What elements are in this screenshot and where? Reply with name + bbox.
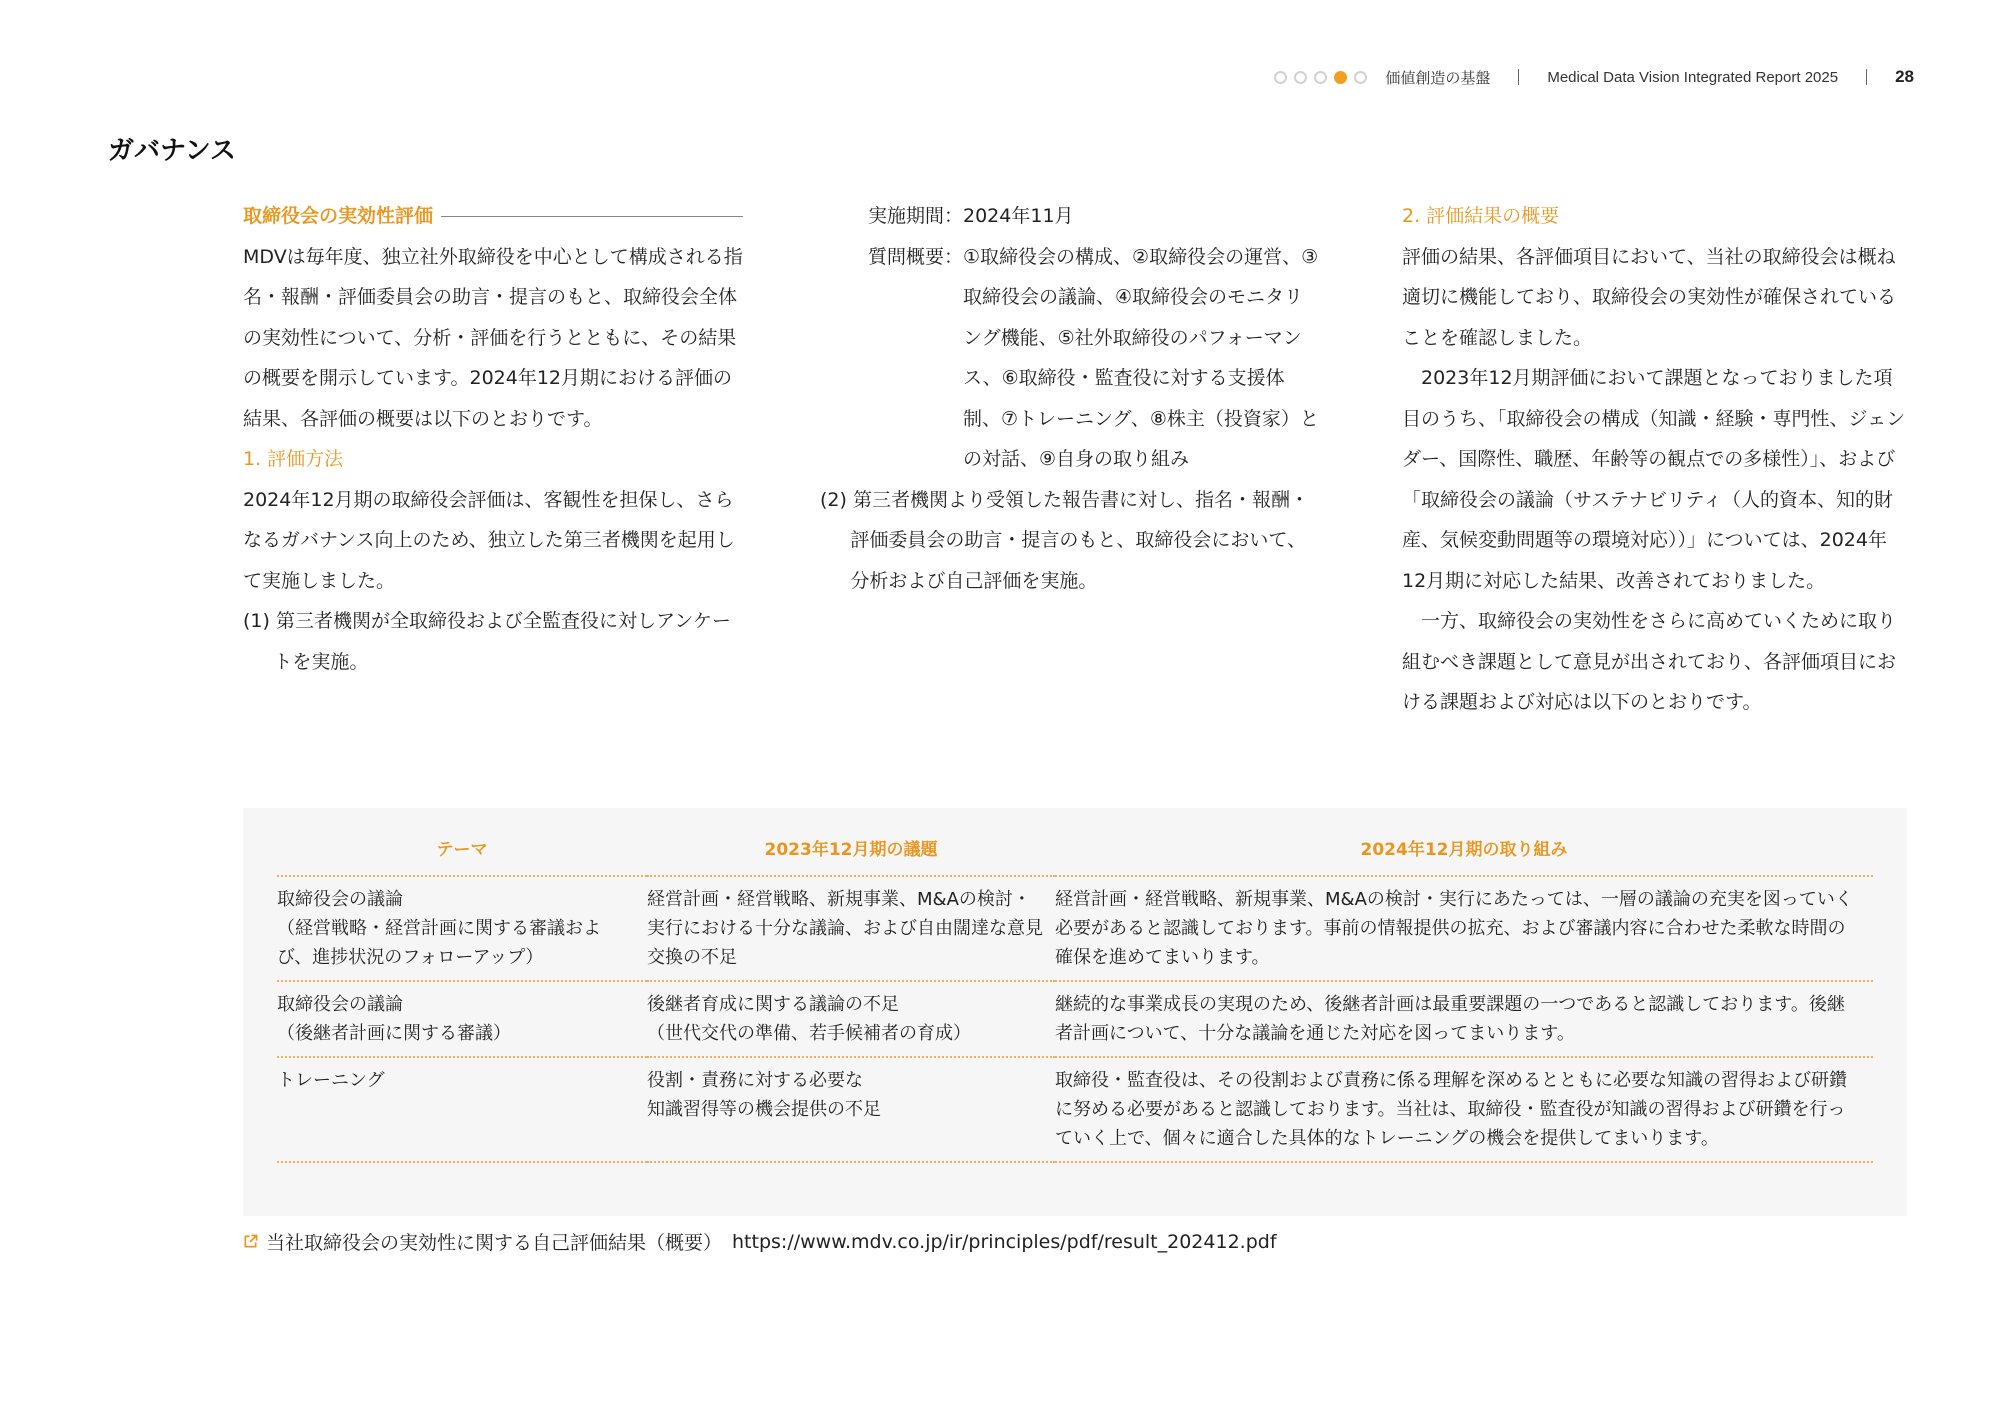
results-paragraph-3: 一方、取締役会の実効性をさらに高めていくために取り組むべき課題として意見が出されており、各評価項目における課題および対応は以下のとおりです。 xyxy=(1402,610,1897,713)
report-title: Medical Data Vision Integrated Report 2025 xyxy=(1547,68,1839,86)
method-item-1: (1) 第三者機関が全取締役および全監査役に対しアンケートを実施。 xyxy=(243,610,731,673)
column-header-2024-action: 2024年12月期の取り組み xyxy=(1055,832,1873,876)
questions-value: ①取締役会の構成、②取締役会の運営、③取締役会の議論、④取締役会のモニタリング機能、⑤社外取締役のパフォーマンス、⑥取締役・監査役に対する支援体制、⑦トレーニング、⑧株主（投資家）との対話、⑨自身の取り組み xyxy=(963,245,1319,470)
results-paragraph-1: 評価の結果、各評価項目において、当社の取締役会は概ね適切に機能しており、取締役会の実効性が確保されていることを確認しました。 xyxy=(1402,245,1897,349)
page-number: 28 xyxy=(1895,67,1914,86)
column-header-2023-issue: 2023年12月期の議題 xyxy=(647,832,1055,876)
issues-table-panel xyxy=(243,808,1907,1216)
cell-theme: 取締役会の議論 （後継者計画に関する審議） xyxy=(277,981,647,1057)
link-url[interactable]: https://www.mdv.co.jp/ir/principles/pdf/result_202412.pdf xyxy=(732,1230,1277,1253)
table-row xyxy=(277,1057,1873,1162)
intro-paragraph: MDVは毎年度、独立社外取締役を中心として構成される指名・報酬・評価委員会の助言・提言のもと、取締役会全体の実効性について、分析・評価を行うとともに、その結果の概要を開示しています。2024年12月期における評価の結果、各評価の概要は以下のとおりです。 xyxy=(243,245,743,430)
column-2 xyxy=(820,196,1320,601)
method-paragraph: 2024年12月期の取締役会評価は、客観性を担保し、さらなるガバナンス向上のため、独立した第三者機関を起用して実施しました。 xyxy=(243,488,735,592)
cell-action: 継続的な事業成長の実現のため、後継者計画は最重要課題の一つであると認識しております。後継者計画について、十分な議論を通じた対応を図ってまいります。 xyxy=(1055,981,1873,1057)
column-3 xyxy=(1402,196,1907,723)
results-paragraph-2: 2023年12月期評価において課題となっておりました項目のうち、「取締役会の構成（知識・経験・専門性、ジェンダー、国際性、職歴、年齢等の観点での多様性）」、および「取締役会の議論（サステナビリティ（人的資本、知的財産、気候変動問題等の環境対応））」については、2024年12月期に対応した結果、改善されておりました。 xyxy=(1402,367,1906,592)
section-heading: 取締役会の実効性評価 xyxy=(243,196,743,237)
link-label[interactable]: 当社取締役会の実効性に関する自己評価結果（概要） xyxy=(266,1232,723,1254)
self-evaluation-link[interactable] xyxy=(243,1228,1277,1255)
heading-rule xyxy=(441,216,743,217)
period-label: 実施期間： xyxy=(867,205,963,227)
column-1 xyxy=(243,196,743,682)
method-item-2: (2) 第三者機関より受領した報告書に対し、指名・報酬・評価委員会の助言・提言のもと、取締役会において、分析および自己評価を実施。 xyxy=(820,488,1309,592)
cell-issue: 後継者育成に関する議論の不足 （世代交代の準備、若手候補者の育成） xyxy=(647,981,1055,1057)
progress-dot-active xyxy=(1334,71,1347,84)
external-link-icon xyxy=(243,1234,258,1249)
section-name: 価値創造の基盤 xyxy=(1385,68,1491,87)
subheading-results: 2. 評価結果の概要 xyxy=(1402,205,1560,227)
section-progress-dots xyxy=(1274,71,1367,84)
period-row xyxy=(820,196,1320,237)
column-header-theme: テーマ xyxy=(277,832,647,876)
cell-issue: 役割・責務に対する必要な 知識習得等の機会提供の不足 xyxy=(647,1057,1055,1162)
header-divider xyxy=(1866,69,1867,85)
cell-action: 経営計画・経営戦略、新規事業、M&Aの検討・実行にあたっては、一層の議論の充実を図っていく必要があると認識しております。事前の情報提供の拡充、および審議内容に合わせた柔軟な時間の確保を進めてまいります。 xyxy=(1055,876,1873,981)
progress-dot xyxy=(1274,71,1287,84)
issues-table xyxy=(277,832,1873,1163)
page-header xyxy=(1274,64,1914,90)
progress-dot xyxy=(1354,71,1367,84)
questions-label: 質問概要： xyxy=(867,245,963,268)
table-row xyxy=(277,876,1873,981)
cell-theme: トレーニング xyxy=(277,1057,647,1162)
progress-dot xyxy=(1314,71,1327,84)
period-value: 2024年11月 xyxy=(963,205,1074,227)
header-divider xyxy=(1518,69,1519,85)
cell-issue: 経営計画・経営戦略、新規事業、M&Aの検討・実行における十分な議論、および自由闊達な意見交換の不足 xyxy=(647,876,1055,981)
cell-action: 取締役・監査役は、その役割および責務に係る理解を深めるとともに必要な知識の習得および研鑽に努める必要があると認識しております。当社は、取締役・監査役が知識の習得および研鑽を行っていく上で、個々に適合した具体的なトレーニングの機会を提供してまいります。 xyxy=(1055,1057,1873,1162)
subheading-evaluation-method: 1. 評価方法 xyxy=(243,448,344,470)
questions-row xyxy=(820,237,1320,480)
table-header-row xyxy=(277,832,1873,876)
page-title: ガバナンス xyxy=(108,136,236,166)
progress-dot xyxy=(1294,71,1307,84)
cell-theme: 取締役会の議論 （経営戦略・経営計画に関する審議および、進捗状況のフォローアップ） xyxy=(277,876,647,981)
table-row xyxy=(277,981,1873,1057)
